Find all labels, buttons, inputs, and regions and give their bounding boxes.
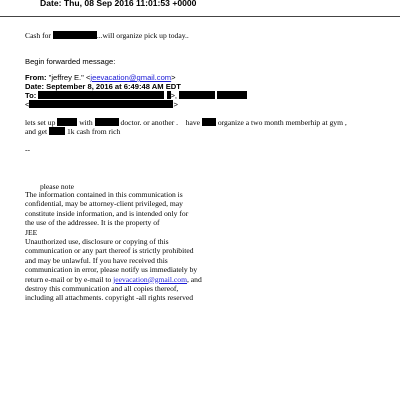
disclaimer-line: communication or any part thereof is strictly prohibited [25,246,194,256]
disclaimer-text: return e-mail or by e-mail to [25,274,112,284]
body-text: doctor. or another . [120,118,179,127]
from-close: > [171,73,176,82]
body-text: with [79,118,93,127]
email-date-header [40,0,196,8]
fwd-date-value: September 8, 2016 at 6:49:48 AM EDT [46,82,181,91]
header-divider [0,16,400,17]
disclaimer-line: communication in error, please notify us immediately by [25,265,198,275]
date-value: Thu, 08 Sep 2016 11:01:53 +0000 [63,0,197,8]
disclaimer-line: The information contained in this communication is [25,190,183,199]
disclaimer-line: including all attachments. copyright -all rights reserved [25,293,194,303]
from-email-link[interactable]: jeevacation@gmail.com [90,73,172,82]
forwarded-from [25,73,176,82]
disclaimer-line [25,275,355,284]
disclaimer-line: Unauthorized use, disclosure or copying of this [25,237,169,247]
body-text: have [185,118,201,127]
from-label: From: [25,73,47,82]
please-note: please note [40,182,74,191]
body-line-2 [25,127,120,136]
to-close: >, [170,91,178,100]
redaction-block [53,31,97,39]
body-line-1 [25,118,347,127]
to-open2: < [25,100,30,109]
redaction-block [29,100,173,108]
signature-dashes: -- [25,145,31,154]
to-label: To: [25,91,37,100]
disclaimer-line: the use of the addressee. It is the property of [25,218,160,228]
redaction-block [38,91,164,99]
redaction-block [57,118,77,126]
redaction-block [95,118,119,126]
disclaimer-line: and may be unlawful. If you have received this [25,255,168,265]
forwarded-to-continued [25,100,178,109]
disclaimer-email-link[interactable]: jeevacation@gmail.com [113,274,187,284]
cash-line-start: Cash for [25,31,51,40]
begin-forwarded-label: Begin forwarded message: [25,57,116,66]
disclaimer-line: destroy this communication and all copies thereof, [25,284,179,294]
body-text: and get [25,127,48,136]
disclaimer-block [25,190,355,303]
body-text: organize a two month memberhip at gym , [217,118,347,127]
redaction-block [179,91,215,99]
body-text: 1k cash from rich [66,127,121,136]
disclaimer-line: JEE [25,227,38,237]
cash-line [25,31,189,40]
redaction-block [217,91,247,99]
disclaimer-line: constitute inside information, and is intended only for [25,208,189,218]
from-name: "jeffrey E." < [48,73,91,82]
cash-line-end: ...will organize pick up today.. [96,31,189,40]
date-label: Date: [40,0,62,8]
body-text: lets set up [25,118,56,127]
redaction-block [49,127,65,135]
redaction-block [202,118,216,126]
disclaimer-text: , and [187,274,202,284]
disclaimer-line: confidential, may be attorney-client privileged, may [25,199,183,209]
to-close2: > [173,100,178,109]
forwarded-to [25,91,247,100]
forwarded-date [25,82,181,91]
fwd-date-label: Date: [25,82,44,91]
